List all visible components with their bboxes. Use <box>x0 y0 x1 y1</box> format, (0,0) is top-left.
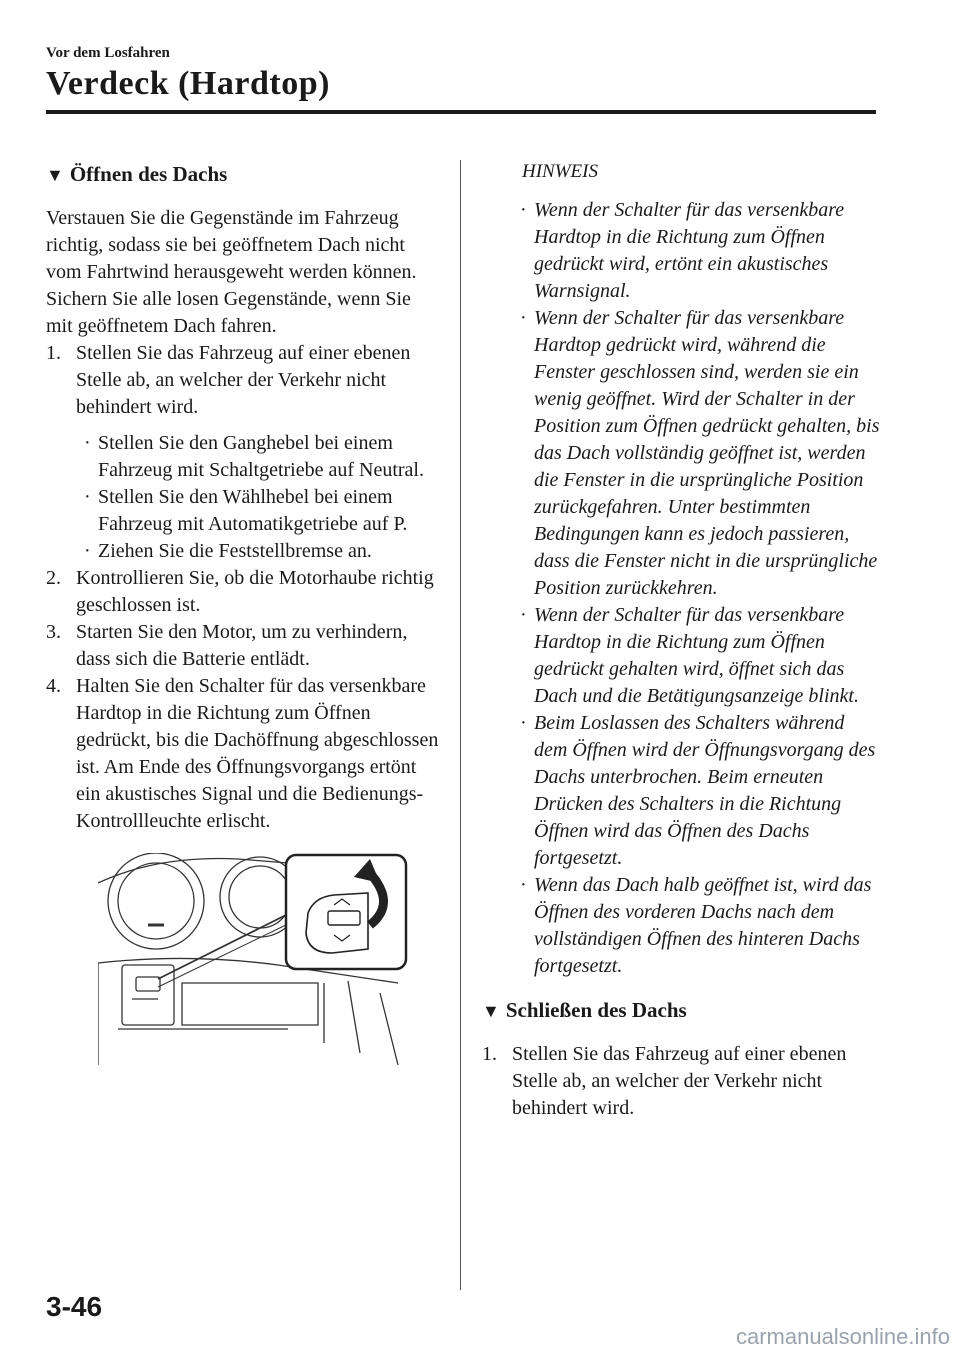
bullet-dot-icon: · <box>520 874 527 896</box>
close-steps-list <box>482 1041 882 1122</box>
bullet-dot-icon: · <box>520 604 527 626</box>
heading-text: Schließen des Dachs <box>505 998 687 1022</box>
switch-inset <box>286 855 406 969</box>
watermark: carmanualsonline.info <box>735 1324 950 1349</box>
note-text: Wenn der Schalter für das versenkbare Hardtop in die Richtung zum Öffnen gedrückt gehalten wird, öffnet sich das Dach und die Betätigungsanzeige blinkt. <box>534 604 859 707</box>
bullet-text: Stellen Sie den Ganghebel bei einem Fahrzeug mit Schaltgetriebe auf Neutral. <box>98 432 424 481</box>
bullet-dot-icon: · <box>84 540 91 562</box>
note-item <box>512 197 882 305</box>
bullet-item <box>76 484 441 538</box>
bullet-dot-icon: · <box>84 432 91 454</box>
step-item <box>46 340 441 565</box>
step-number: 1. <box>46 342 61 364</box>
step-item <box>46 565 441 619</box>
heading-text: Öffnen des Dachs <box>69 162 228 186</box>
step-number: 2. <box>46 567 61 589</box>
bullet-text: Stellen Sie den Wählhebel bei einem Fahrzeug mit Automatikgetriebe auf P. <box>98 486 408 535</box>
section-heading-close <box>482 994 882 1027</box>
page-title: Verdeck (Hardtop) <box>46 65 330 102</box>
note-list <box>482 197 882 980</box>
hardtop-switch-illustration <box>98 853 408 1065</box>
step-number: 4. <box>46 675 61 697</box>
note-text: Wenn der Schalter für das versenkbare Hardtop gedrückt wird, während die Fenster geschlossen sind, werden sie ein wenig geöffnet. Wird der Schalter in der Position zum Öffnen gedrückt gehalten, bis das Dach vollständig geöffnet ist, werden die Fenster in die ursprüngliche Position zurückgefahren. Unter bestimmten Bedingungen kann es jedoch passieren, dass die Fenster nicht in die ursprüngliche Position zurückkehren. <box>534 307 880 599</box>
note-item <box>512 710 882 872</box>
step-text: Stellen Sie das Fahrzeug auf einer ebenen Stelle ab, an welcher der Verkehr nicht behindert wird. <box>512 1043 847 1119</box>
note-item <box>512 305 882 602</box>
pointer-line <box>158 913 290 979</box>
page-header <box>46 44 876 104</box>
step-text: Stellen Sie das Fahrzeug auf einer ebenen Stelle ab, an welcher der Verkehr nicht behindert wird. <box>76 342 411 418</box>
bullet-dot-icon: · <box>84 486 91 508</box>
triangle-bullet-icon: ▼ <box>482 1001 500 1021</box>
bullet-dot-icon: · <box>520 712 527 734</box>
step-item <box>46 673 441 835</box>
page-number: 3-46 <box>46 1291 103 1322</box>
section-heading-open <box>46 158 441 191</box>
step1-bullets <box>76 430 441 565</box>
bullet-dot-icon: · <box>520 307 527 329</box>
bullet-text: Ziehen Sie die Feststellbremse an. <box>98 540 372 562</box>
bullet-dot-icon: · <box>520 199 527 221</box>
intro-paragraph: Verstauen Sie die Gegenstände im Fahrzeug richtig, sodass sie bei geöffnetem Dach nicht vom Fahrtwind herausgeweht werden können. Sichern Sie alle losen Gegenstände, wenn Sie mit geöffnetem Dach fahren. <box>46 207 417 337</box>
note-item <box>512 602 882 710</box>
triangle-bullet-icon: ▼ <box>46 165 64 185</box>
step-number: 1. <box>482 1043 497 1065</box>
step-text: Starten Sie den Motor, um zu verhindern, dass sich die Batterie entlädt. <box>76 621 408 670</box>
note-text: Beim Loslassen des Schalters während dem Öffnen wird der Öffnungsvorgang des Dachs unterbrochen. Beim erneuten Drücken des Schalters in die Richtung Öffnen wird das Öffnen des Dachs fortgesetzt. <box>534 712 876 869</box>
header-rule <box>46 110 876 114</box>
step-number: 3. <box>46 621 61 643</box>
note-text: Wenn der Schalter für das versenkbare Hardtop in die Richtung zum Öffnen gedrückt wird, ertönt ein akustisches Warnsignal. <box>534 199 845 302</box>
section-label: Vor dem Losfahren <box>46 45 170 61</box>
note-title: HINWEIS <box>522 161 598 182</box>
left-column <box>46 158 441 1070</box>
right-column <box>482 158 882 1122</box>
gauge-left-icon <box>108 853 204 949</box>
step-text: Kontrollieren Sie, ob die Motorhaube richtig geschlossen ist. <box>76 567 434 616</box>
step-text: Halten Sie den Schalter für das versenkbare Hardtop in die Richtung zum Öffnen gedrückt, bis die Dachöffnung abgeschlossen ist. Am Ende des Öffnungsvorgangs ertönt ein akustisches Signal und die Bedienungs-Kontrollleuchte erlischt. <box>76 675 439 832</box>
bullet-item <box>76 538 441 565</box>
step-item <box>482 1041 882 1122</box>
open-steps-list <box>46 340 441 835</box>
bullet-item <box>76 430 441 484</box>
step-item <box>46 619 441 673</box>
note-text: Wenn das Dach halb geöffnet ist, wird das Öffnen des vorderen Dachs nach dem vollständigen Öffnen des hinteren Dachs fortgesetzt. <box>534 874 872 977</box>
column-divider <box>460 160 461 1290</box>
note-item <box>512 872 882 980</box>
